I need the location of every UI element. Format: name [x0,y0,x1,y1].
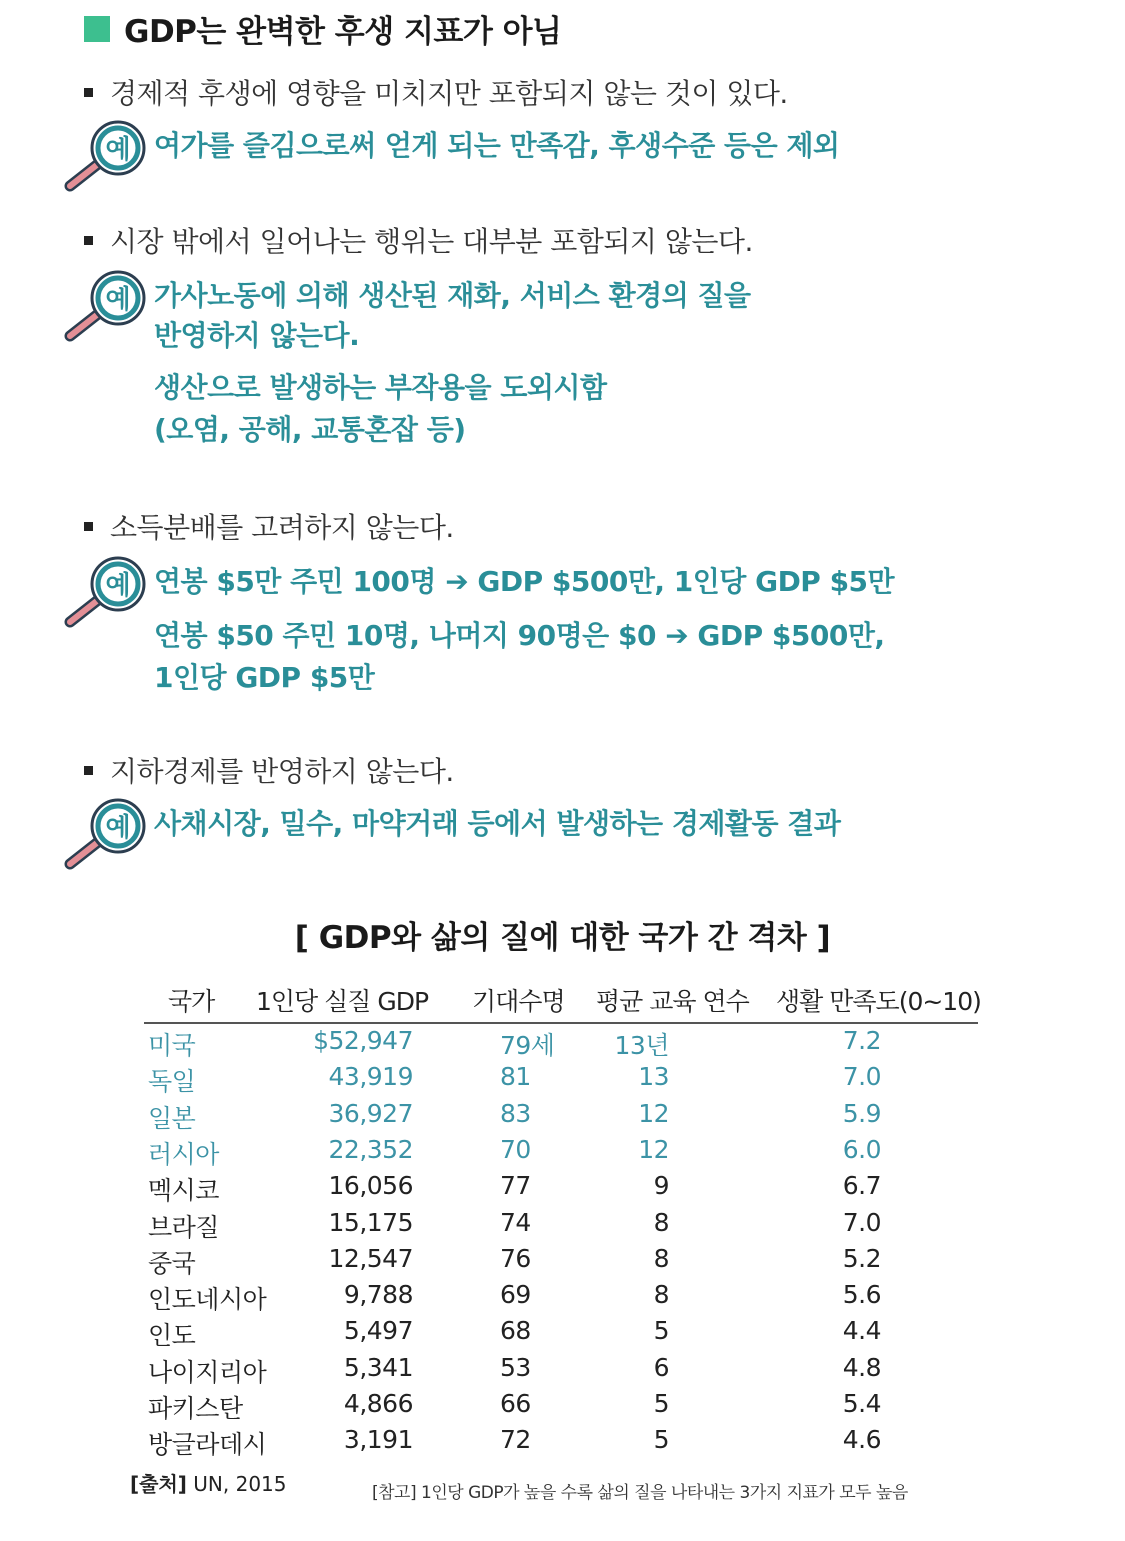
cell-gdp: 4,866 [343,1389,413,1418]
bullet-square-icon [84,236,93,245]
title-square-icon [84,16,110,42]
cell-satisfaction: 4.8 [842,1352,881,1382]
example-text: 반영하지 않는다. [154,319,360,352]
cell-country: 러시아 [148,1139,219,1169]
cell-country: 일본 [148,1103,196,1133]
cell-life-expectancy: 81 [500,1062,531,1092]
cell-country: 인도 [148,1321,196,1351]
svg-text:예: 예 [105,571,131,601]
bullet-point [84,506,454,546]
cell-gdp: 5,497 [343,1316,413,1346]
cell-life-expectancy: 83 [500,1098,531,1128]
table-note: [참고] 1인당 GDP가 높을 수록 삶의 질을 나타내는 3가지 지표가 모두 높음 [372,1483,908,1503]
cell-gdp: 43,919 [328,1062,413,1092]
cell-education-years: 6 [653,1352,669,1382]
magnifier-example-icon [62,270,154,342]
example-text: 여가를 즐김으로써 얻게 되는 만족감, 후생수준 등은 제외 [154,129,840,162]
cell-education-years: 8 [653,1280,669,1310]
cell-education-years: 8 [653,1207,669,1237]
magnifier-example-icon [62,798,154,870]
cell-gdp: 16,056 [328,1171,413,1201]
svg-text:예: 예 [105,135,131,165]
cell-education-years: 9 [653,1171,669,1201]
magnifier-example-icon [62,120,154,192]
cell-country: 멕시코 [148,1176,219,1206]
cell-country: 나이지리아 [148,1357,267,1387]
cell-gdp: 36,927 [328,1098,413,1128]
bullet-text: 시장 밖에서 일어나는 행위는 대부분 포함되지 않는다. [110,225,753,258]
cell-satisfaction: 4.6 [842,1425,881,1455]
cell-country: 중국 [148,1248,196,1278]
table-title: [ GDP와 삶의 질에 대한 국가 간 격차 ] [294,920,831,956]
cell-education-years: 13 [638,1062,669,1092]
svg-text:예: 예 [105,813,131,843]
cell-gdp: $52,947 [313,1026,413,1055]
table-header-life: 기대수명 [472,987,565,1016]
cell-education-years: 5 [653,1425,669,1455]
magnifier-example-icon [62,556,154,628]
cell-education-years: 5 [653,1316,669,1346]
bullet-point [84,72,788,112]
cell-gdp: 22,352 [328,1134,413,1164]
cell-life-expectancy: 77 [500,1171,531,1201]
table-header-satisfaction: 생활 만족도(0~10) [776,987,981,1016]
bullet-point [84,220,753,260]
cell-satisfaction: 5.4 [842,1389,881,1418]
cell-education-years: 5 [653,1389,669,1418]
cell-country: 인도네시아 [148,1285,267,1315]
cell-country: 미국 [148,1031,196,1060]
page-title: GDP는 완벽한 후생 지표가 아님 [124,14,562,50]
cell-education-years: 8 [653,1243,669,1273]
cell-education-years: 12 [638,1134,669,1164]
cell-gdp: 5,341 [343,1352,413,1382]
cell-life-expectancy: 76 [500,1243,531,1273]
cell-life-expectancy: 72 [500,1425,531,1455]
cell-education-years: 13년 [614,1031,669,1060]
cell-satisfaction: 7.0 [842,1062,881,1092]
bullet-text: 지하경제를 반영하지 않는다. [110,755,454,788]
cell-country: 방글라데시 [148,1430,267,1460]
cell-satisfaction: 7.2 [842,1026,881,1055]
table-header-divider [144,1022,978,1024]
cell-life-expectancy: 69 [500,1280,531,1310]
example-text: 연봉 $5만 주민 100명 ➔ GDP $500만, 1인당 GDP $5만 [154,565,895,598]
source-label: [출처] [130,1472,187,1496]
example-text: 생산으로 발생하는 부작용을 도외시함 [154,371,607,404]
cell-life-expectancy: 70 [500,1134,531,1164]
table-header-edu: 평균 교육 연수 [596,987,749,1016]
cell-country: 브라질 [148,1212,219,1242]
source-text: UN, 2015 [193,1472,287,1496]
cell-satisfaction: 5.9 [842,1098,881,1128]
example-text: 가사노동에 의해 생산된 재화, 서비스 환경의 질을 [154,279,751,312]
cell-education-years: 12 [638,1098,669,1128]
table-header-country: 국가 [168,987,215,1016]
table-source [130,1468,287,1497]
bullet-point [84,750,454,790]
cell-gdp: 3,191 [343,1425,413,1455]
cell-satisfaction: 6.7 [842,1171,881,1201]
bullet-text: 경제적 후생에 영향을 미치지만 포함되지 않는 것이 있다. [110,77,788,110]
table-header-gdp: 1인당 실질 GDP [256,987,429,1016]
cell-life-expectancy: 68 [500,1316,531,1346]
cell-country: 파키스탄 [148,1394,243,1423]
cell-life-expectancy: 66 [500,1389,531,1418]
cell-satisfaction: 6.0 [842,1134,881,1164]
cell-gdp: 15,175 [328,1207,413,1237]
bullet-text: 소득분배를 고려하지 않는다. [110,511,454,544]
bullet-square-icon [84,522,93,531]
cell-gdp: 9,788 [343,1280,413,1310]
svg-text:예: 예 [105,285,131,315]
cell-satisfaction: 4.4 [842,1316,881,1346]
example-text: 연봉 $50 주민 10명, 나머지 90명은 $0 ➔ GDP $500만, [154,619,885,652]
cell-life-expectancy: 53 [500,1352,531,1382]
cell-satisfaction: 5.6 [842,1280,881,1310]
cell-satisfaction: 5.2 [842,1243,881,1273]
section-title [84,6,561,51]
cell-life-expectancy: 74 [500,1207,531,1237]
bullet-square-icon [84,88,93,97]
example-text: (오염, 공해, 교통혼잡 등) [154,413,466,446]
cell-gdp: 12,547 [328,1243,413,1273]
cell-life-expectancy: 79세 [500,1031,555,1060]
example-text: 1인당 GDP $5만 [154,661,375,694]
example-text: 사채시장, 밀수, 마약거래 등에서 발생하는 경제활동 결과 [154,807,841,840]
bullet-square-icon [84,766,93,775]
cell-satisfaction: 7.0 [842,1207,881,1237]
cell-country: 독일 [148,1067,196,1097]
